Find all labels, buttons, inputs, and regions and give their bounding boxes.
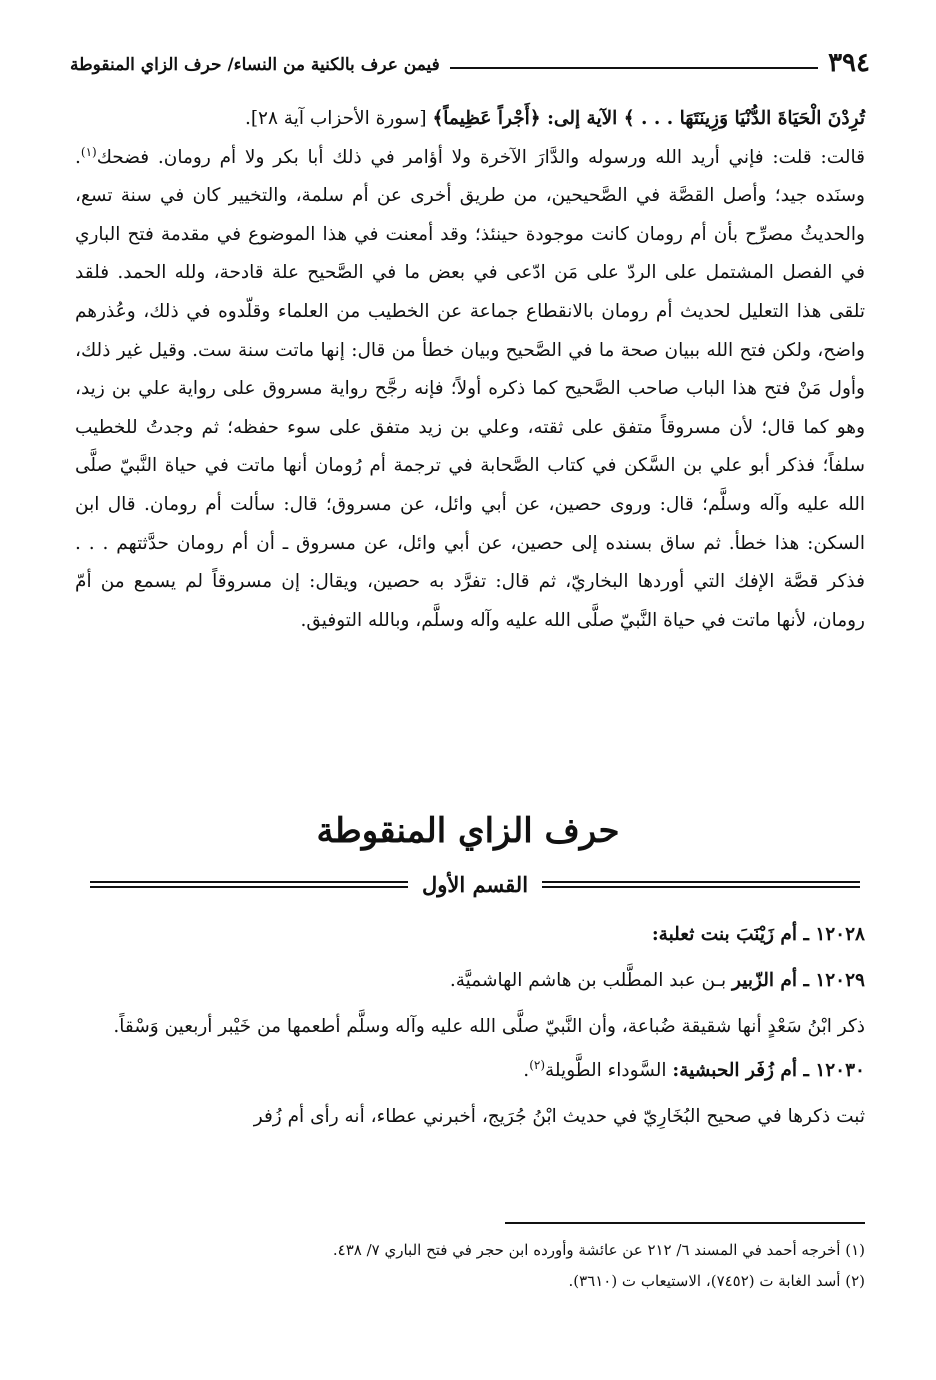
main-text (75, 100, 865, 640)
page-number: ٣٩٤ (828, 48, 870, 78)
footnote-marker: (١) (80, 144, 97, 159)
entry-title: ١٢٠٢٩ ـ أم الزّبير بـن عبد المطَّلب بن هاشم الهاشميَّة. (449, 970, 865, 991)
footnote: (١) أخرجه أحمد في المسند ٦/ ٢١٢ عن عائشة وأورده ابن حجر في فتح الباري ٧/ ٤٣٨. (332, 1241, 865, 1259)
running-title: فيمن عرف بالكنية من النساء/ حرف الزاي المنقوطة (70, 55, 440, 75)
quran-verse: تُرِدْنَ الْحَيَاةَ الدُّنْيَا وَزِينَتَهَا . . . ﴾ الآية إلى: ﴿أَجْراً عَظِيماً﴾ (432, 108, 865, 129)
entry-title: ١٢٠٢٨ ـ أم زَيْنَبَ بنت ثعلبة: (651, 924, 865, 945)
section-heading: حرف الزاي المنقوطة (316, 811, 620, 851)
subsection-title: القسم الأول (421, 871, 529, 897)
footnotes (75, 1235, 865, 1297)
footnote: (٢) أسد الغابة ت (٧٤٥٢)، الاستيعاب ت (٣٦١٠). (568, 1272, 865, 1290)
entry-body: ذكر ابْنُ سَعْدٍ أنها شقيقة ضُباعة، وأن النَّبيّ صلَّى الله عليه وآله وسلَّم أطعمها من خَيْبر أربعين وَسْقاً. (113, 1016, 865, 1037)
footnote-separator (505, 1222, 865, 1224)
verse-line (75, 100, 865, 139)
entry-title: ١٢٠٣٠ ـ أم زُفَر الحبشية: السَّوداء الطَّويلة$^{(٢)}$. (523, 1057, 865, 1081)
page-header (70, 42, 870, 78)
double-rule (90, 881, 408, 888)
paragraph: قالت: قلت: فإني أريد الله ورسوله والدَّارَ الآخرة ولا أؤامر في ذلك أبا بكر ولا أم رومان. فضحك$^{(١)}$. وسنَده جيد؛ وأصل القصَّة في الصَّحيحين، من طريق أخرى عن أم سلمة، والتخيير كان في سنة تسع، والحديثُ مصرِّح بأن أم رومان كانت موجودة حينئذ؛ وقد أمعنت في هذا الموضوع في مقدمة فتح الباري في الفصل المشتمل على الردّ على مَن ادّعى في بعض ما في الصَّحيح علة قادحة، ولله الحمد. فلقد تلقى هذا التعليل لحديث أم رومان بالانقطاع جماعة عن الخطيب من العلماء وقلّدوه في ذلك، وعُذرهم واضح، ولكن فتح الله ببيان صحة ما في الصَّحيح وبيان خطأ من قال: إنها ماتت سنة ست. وقيل غير ذلك، وأول مَنْ فتح هذا الباب صاحب الصَّحيح كما ذكره أولاً؛ فإنه رجَّح رواية مسروق على رواية علي بن زيد، وهو كما قال؛ لأن مسروقاً متفق على ثقته، وعلي بن زيد متفق على سوء حفظه؛ ثم وجدتُ للخطيب سلفاً؛ فذكر أبو علي بن السَّكن في كتاب الصَّحابة في ترجمة أم رُومان أنها ماتت في حياة النَّبيّ صلَّى الله عليه وآله وسلَّم؛ قال: وروى حصين، عن أبي وائل، عن مسروق؛ قال: سألت أم رومان. قال ابن السكن: هذا خطأ. ثم ساق بسنده إلى حصين، عن أبي وائل، عن مسروق ـ أن أم رومان حدَّثتهم . . . فذكر قصَّة الإفك التي أوردها البخاريّ، ثم قال: تفرَّد به حصين، ويقال: إن مسروقاً لم يسمع من أمّ رومان، لأنها ماتت في حياة النَّبيّ صلَّى الله عليه وآله وسلَّم، وبالله التوفيق. (75, 144, 865, 631)
footnote-marker: (٢) (529, 1057, 546, 1072)
subsection-heading (90, 866, 860, 902)
verse-reference: [سورة الأحزاب آية ٢٨]. (244, 108, 433, 129)
entry-body: ثبت ذكرها في صحيح البُخَارِيّ في حديث ابْنُ جُرَيج، أخبرني عطاء، أنه رأى أم زُفر (253, 1106, 865, 1127)
header-rule (450, 67, 818, 69)
double-rule (542, 881, 860, 888)
entries-list (75, 910, 865, 1136)
